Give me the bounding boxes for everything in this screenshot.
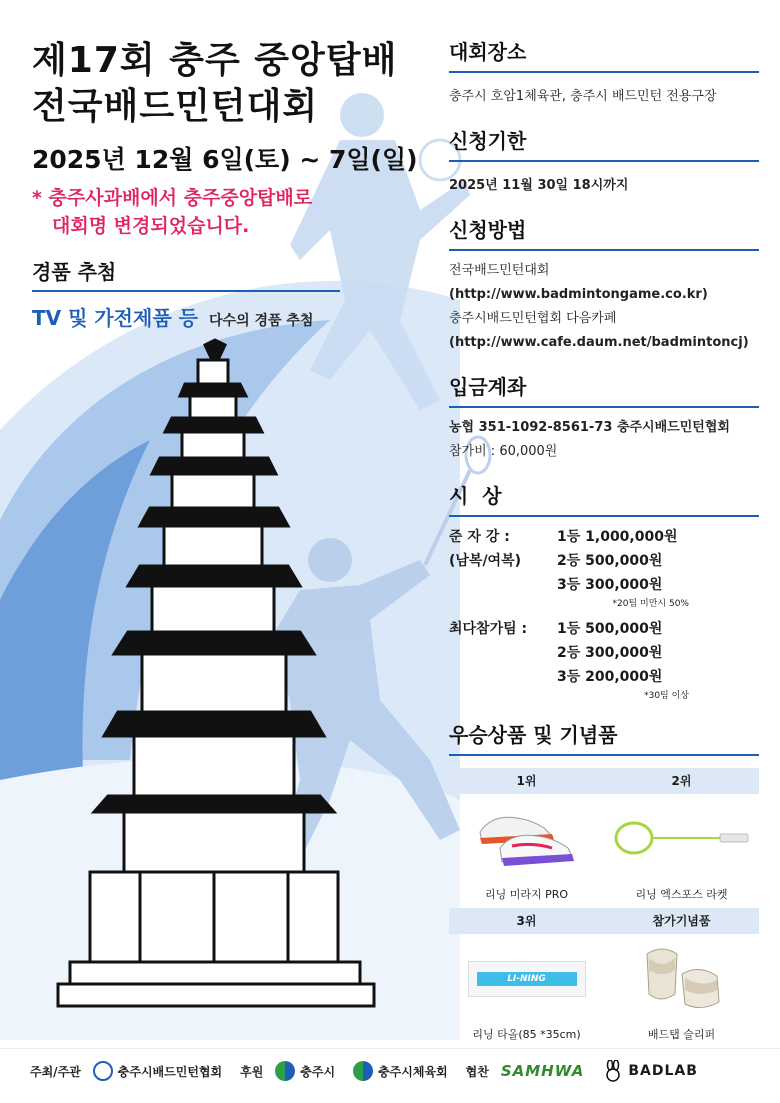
award-group-1-sublabel: (남복/여복) [449, 553, 522, 569]
right-column [449, 36, 759, 1048]
gifts-section [449, 719, 759, 1048]
award-group-2 [449, 617, 759, 703]
awards-heading: 시 상 [449, 480, 759, 517]
method-line1: 전국배드민턴대회 [449, 263, 550, 278]
slipper-icon [637, 944, 727, 1014]
shoe-image [449, 794, 604, 884]
account-section [449, 371, 759, 464]
name-change-notice [32, 184, 432, 240]
award-group-1-values [557, 525, 759, 611]
notice-line2: 대회명 변경되었습니다. [52, 215, 250, 237]
entry-fee: 참가비 : 60,000원 [449, 444, 558, 459]
badlab-bunny-icon [602, 1060, 624, 1082]
gifts-heading: 우승상품 및 기념품 [449, 719, 759, 756]
badlab-text: BADLAB [628, 1063, 698, 1079]
award-group-2-note: *30팀 이상 [644, 691, 689, 701]
gift-name: 배드탭 슬리퍼 [647, 1028, 716, 1041]
badlab-logo [602, 1060, 698, 1082]
gifts-row-1 [449, 768, 759, 908]
deadline-heading: 신청기한 [449, 125, 759, 162]
account-heading: 입금계좌 [449, 371, 759, 408]
sponsor-name-1: 충주시 [300, 1064, 336, 1079]
award-group-1-third: 3등 300,000원 [557, 577, 663, 593]
account-body [449, 416, 759, 464]
host-org [93, 1061, 222, 1081]
lottery-description [32, 302, 432, 331]
towel-shape [468, 961, 586, 997]
samhwa-logo: SAMHWA [500, 1062, 585, 1080]
award-group-1-first: 1등 1,000,000원 [557, 529, 678, 545]
awards-section [449, 480, 759, 703]
venue-heading: 대회장소 [449, 36, 759, 73]
award-group-2-first: 1등 500,000원 [557, 621, 663, 637]
sponsor-name-2: 충주시체육회 [378, 1064, 448, 1079]
gift-name: 리닝 타올(85 *35cm) [472, 1028, 581, 1041]
award-group-1-note: *20팀 미만시 50% [612, 599, 689, 609]
method-link2[interactable]: (http://www.cafe.daum.net/badmintoncj) [449, 335, 749, 350]
association-emblem-icon [93, 1061, 113, 1081]
venue-text: 충주시 호암1체육관, 충주시 배드민턴 전용구장 [449, 89, 717, 104]
award-group-2-second: 2등 300,000원 [557, 645, 663, 661]
deadline-text: 2025년 11월 30일 18시까지 [449, 178, 629, 193]
racket-image [604, 794, 759, 884]
host-label: 주최/주관 [30, 1064, 81, 1079]
method-line3: 충주시배드민턴협회 다음카페 [449, 311, 617, 326]
racket-icon [612, 814, 752, 864]
award-group-1-title: 준 자 강 : [449, 529, 510, 545]
gift-item [604, 908, 759, 1048]
award-group-2-values [557, 617, 759, 703]
lottery-rest: 다수의 경품 추첨 [209, 313, 314, 329]
gift-rank: 1위 [449, 768, 604, 794]
sports-council-logo-icon [353, 1061, 373, 1081]
gift-item [449, 768, 604, 908]
gift-rank: 3위 [449, 908, 604, 934]
award-group-2-third: 3등 200,000원 [557, 669, 663, 685]
slipper-image [604, 934, 759, 1024]
awards-body [449, 525, 759, 703]
award-group-1-label [449, 525, 557, 611]
award-group-1-second: 2등 500,000원 [557, 553, 663, 569]
method-link1[interactable]: (http://www.badmintongame.co.kr) [449, 287, 708, 302]
left-column [32, 38, 432, 331]
award-group-1 [449, 525, 759, 611]
support-label: 협찬 [465, 1064, 489, 1079]
award-group-2-label: 최다참가팀 : [449, 621, 528, 637]
gift-rank: 2위 [604, 768, 759, 794]
towel-brand: LI-NING [477, 972, 577, 986]
city-logo-icon [275, 1061, 295, 1081]
gift-item [604, 768, 759, 908]
gift-name: 리닝 미라지 PRO [484, 888, 569, 901]
method-section [449, 214, 759, 355]
lottery-heading: 경품 추첨 [32, 256, 340, 292]
account-number: 농협 351-1092-8561-73 충주시배드민턴협회 [449, 420, 730, 435]
notice-line1: * 충주사과배에서 충주중앙탑배로 [32, 187, 313, 209]
method-body [449, 259, 759, 355]
sponsor-org-1 [275, 1061, 335, 1081]
deadline-section [449, 125, 759, 198]
venue-section [449, 36, 759, 109]
lottery-highlight: TV 및 가전제품 등 [32, 306, 198, 330]
event-title-line2: 전국배드민턴대회 [32, 86, 319, 127]
gifts-row-2 [449, 908, 759, 1048]
event-title [32, 38, 432, 130]
gifts-grid [449, 768, 759, 1048]
sponsor-footer [0, 1048, 780, 1093]
event-date: 2025년 12월 6일(토) ~ 7일(일) [32, 145, 418, 174]
gift-rank: 참가기념품 [604, 908, 759, 934]
sponsor-label: 후원 [240, 1064, 264, 1079]
host-name: 충주시배드민턴협회 [117, 1064, 223, 1079]
shoe-icon [472, 804, 582, 874]
method-heading: 신청방법 [449, 214, 759, 251]
sponsor-org-2 [353, 1061, 448, 1081]
towel-image [449, 934, 604, 1024]
gift-name: 리닝 엑스포스 라켓 [635, 888, 728, 901]
event-title-line1: 제17회 충주 중앙탑배 [32, 40, 398, 81]
gift-item [449, 908, 604, 1048]
